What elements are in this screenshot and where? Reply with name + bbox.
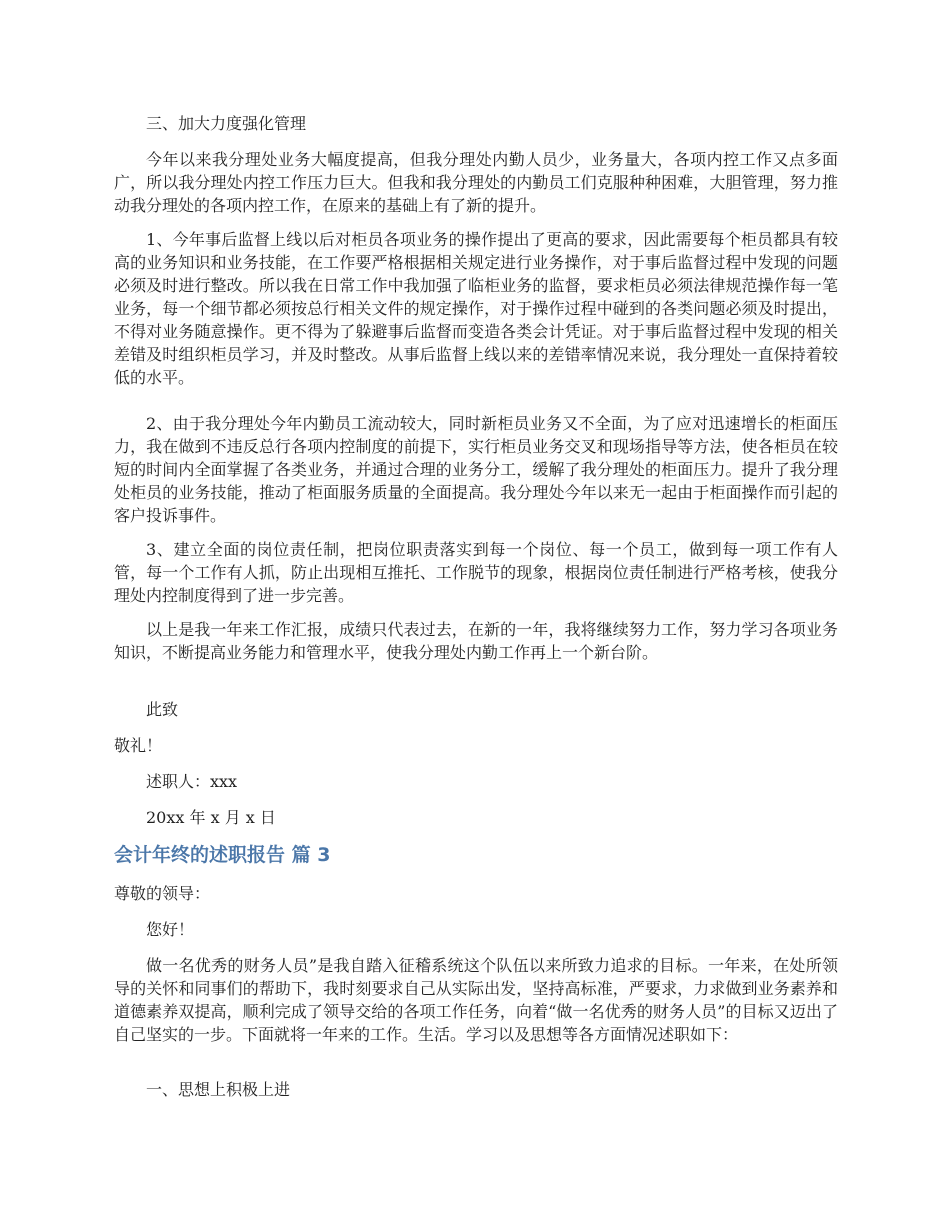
- signature-date: 20xx 年 x 月 x 日: [146, 808, 276, 827]
- paragraph-intro: 今年以来我分理处业务大幅度提高，但我分理处内勤人员少，业务量大，各项内控工作又点多面广，所以我分理处内控工作压力巨大。但我和我分理处的内勤员工们克服种种困难，大胆管理，努力推动我分理处的各项内控工作，在原来的基础上有了新的提升。: [114, 150, 838, 215]
- paragraph-item-2: 2、由于我分理处今年内勤员工流动较大，同时新柜员业务又不全面，为了应对迅速增长的柜面压力，我在做到不违反总行各项内控制度的前提下，实行柜员业务交叉和现场指导等方法，使各柜员在较短的时间内全面掌握了各类业务，并通过合理的业务分工，缓解了我分理处的柜面压力。提升了我分理处柜员的业务技能，推动了柜面服务质量的全面提高。我分理处今年以来无一起由于柜面操作而引起的客户投诉事件。: [114, 414, 838, 525]
- closing-cizhi: 此致: [146, 700, 179, 719]
- report-heading: 会计年终的述职报告 篇 3: [114, 844, 331, 866]
- section-heading-three: 三、加大力度强化管理: [146, 114, 307, 133]
- section-heading-one: 一、思想上积极上进: [146, 1080, 291, 1099]
- paragraph-item-1: 1、今年事后监督上线以后对柜员各项业务的操作提出了更高的要求，因此需要每个柜员都具有较高的业务知识和业务技能，在工作要严格根据相关规定进行业务操作，对于事后监督过程中发现的问题必须及时进行整改。所以我在日常工作中我加强了临柜业务的监督，要求柜员必须法律规范操作每一笔业务，每一个细节都必须按总行相关文件的规定操作，对于操作过程中碰到的各类问题必须及时提出，不得对业务随意操作。更不得为了躲避事后监督而变造各类会计凭证。对于事后监督过程中发现的相关差错及时组织柜员学习，并及时整改。从事后监督上线以来的差错率情况来说，我分理处一直保持着较低的水平。: [114, 230, 838, 387]
- closing-jingli: 敬礼！: [114, 736, 163, 755]
- paragraph-item-3: 3、建立全面的岗位责任制，把岗位职责落实到每一个岗位、每一个员工，做到每一项工作有人管，每一个工作有人抓，防止出现相互推托、工作脱节的现象，根据岗位责任制进行严格考核，使我分理处内控制度得到了进一步完善。: [114, 540, 838, 605]
- signature-name: 述职人：xxx: [146, 772, 238, 791]
- salutation: 尊敬的领导：: [114, 884, 211, 903]
- paragraph-summary: 以上是我一年来工作汇报，成绩只代表过去，在新的一年，我将继续努力工作，努力学习各项业务知识，不断提高业务能力和管理水平，使我分理处内勤工作再上一个新台阶。: [114, 620, 838, 662]
- greeting: 您好！: [146, 920, 195, 939]
- paragraph-report-intro: 做一名优秀的财务人员”是我自踏入征稽系统这个队伍以来所致力追求的目标。一年来，在处所领导的关怀和同事们的帮助下，我时刻要求自己从实际出发，坚持高标准，严要求，力求做到业务素养和道德素养双提高，顺利完成了领导交给的各项工作任务，向着“做一名优秀的财务人员”的目标又迈出了自己坚实的一步。下面就将一年来的工作。生活。学习以及思想等各方面情况述职如下：: [114, 956, 838, 1044]
